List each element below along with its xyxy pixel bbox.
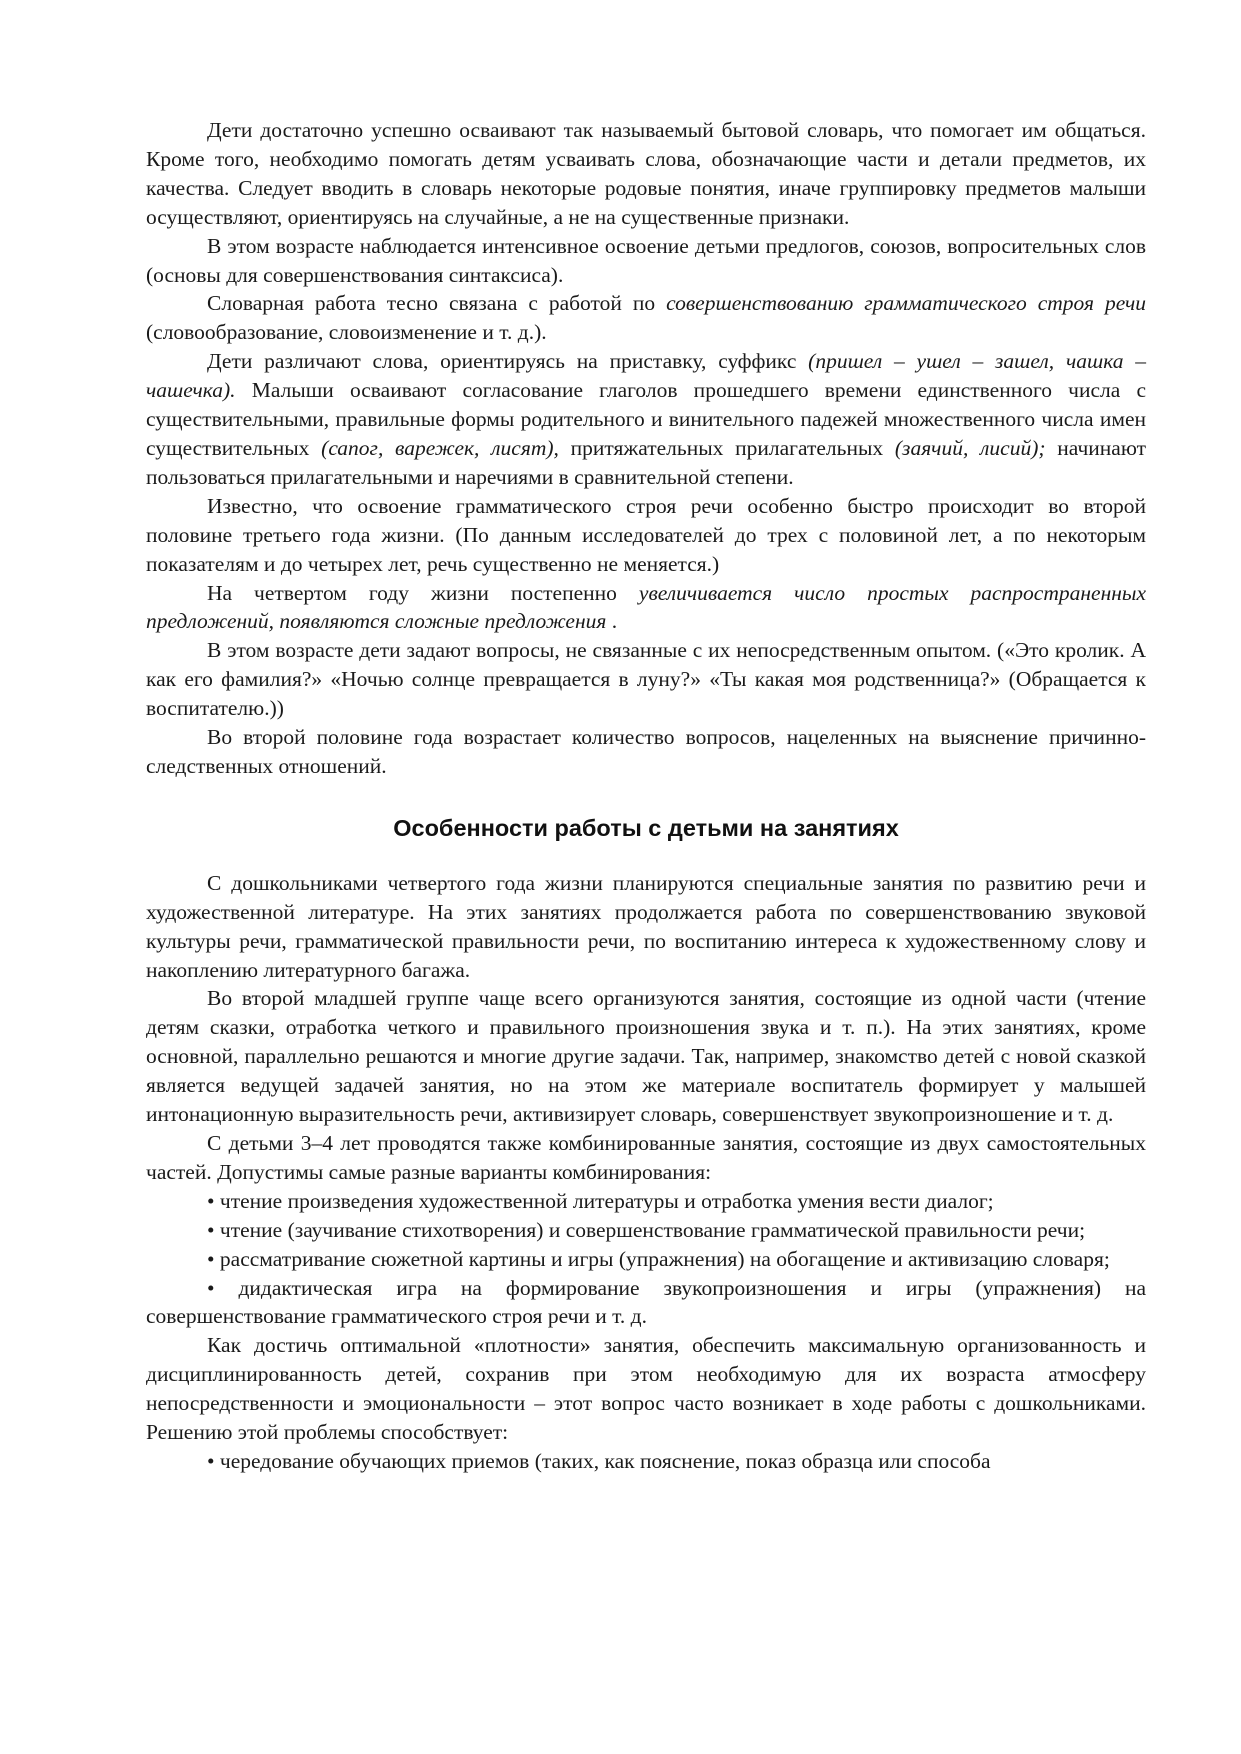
- paragraph-special-lessons: С дошкольниками четвертого года жизни планируются специальные занятия по развитию речи и художественной литературе. На этих занятиях продолжается работа по совершенствованию звуковой культуры речи, грамматической правильности речи, по воспитанию интереса к художественному слову и накоплению литературного багажа.: [146, 870, 1146, 982]
- paragraph-lesson-density: Как достичь оптимальной «плотности» занятия, обеспечить максимальную организованность и дисциплинированность детей, сохранив при этом необходимую для их возраста атмосферу непосредственности и эмоциональности – этот вопрос часто возникает в ходе работы с дошкольниками. Решению этой проблемы способствует:: [146, 1333, 1146, 1445]
- paragraph-prepositions: В этом возрасте наблюдается интенсивное освоение детьми предлогов, союзов, вопросительных слов (основы для совершенствования синтаксиса).: [146, 233, 1146, 287]
- paragraph-combined-lessons: С детьми 3–4 лет проводятся также комбинированные занятия, состоящие из двух самостоятельных частей. Допустимы самые разные варианты комбинирования:: [146, 1131, 1146, 1184]
- list-item: • чередование обучающих приемов (таких, как пояснение, показ образца или способа: [207, 1448, 991, 1473]
- paragraph-questions: В этом возрасте дети задают вопросы, не связанные с их непосредственным опытом. («Это кролик. А как его фамилия?» «Ночью солнце превращается в луну?» «Ты какая моя родственница?» (Обращается к воспитателю.)): [146, 638, 1146, 721]
- paragraph-junior-group: Во второй младшей группе чаще всего организуются занятия, состоящие из одной части (чтение детям сказки, отработка четкого и правильного произношения звука и т. п.). На этих занятиях, кроме основной, параллельно решаются и многие другие задачи. Так, например, знакомство детей с новой сказкой является ведущей задачей занятия, но на этом же материале воспитатель формирует у малышей интонационную выразительность речи, активизирует словарь, совершенствует звукопроизношение и т. д.: [146, 986, 1146, 1127]
- emphasis-sentences: увеличивается число простых распространенных предложений, появляются сложные предложения: [146, 580, 1147, 634]
- list-item: • дидактическая игра на формирование звукопроизношения и игры (упражнения) на совершенствование грамматического строя речи и т. д.: [146, 1275, 1146, 1329]
- list-item: • чтение произведения художественной литературы и отработка умения вести диалог;: [207, 1188, 994, 1213]
- paragraph-causal-questions: Во второй половине года возрастает количество вопросов, нацеленных на выяснение причинно-следственных отношений.: [146, 725, 1146, 778]
- paragraph-everyday-vocabulary: Дети достаточно успешно осваивают так называемый бытовой словарь, что помогает им общаться. Кроме того, необходимо помогать детям усваивать слова, обозначающие части и детали предметов, их качества. Следует вводить в словарь некоторые родовые понятия, иначе группировку предметов малыши осуществляют, ориентируясь на случайные, а не на существенные признаки.: [146, 118, 1146, 229]
- list-item: • рассматривание сюжетной картины и игры (упражнения) на обогащение и активизацию словаря;: [207, 1246, 1110, 1271]
- emphasis-example-plural: (сапог, варежек, лисят),: [321, 435, 559, 460]
- emphasis-example-prefix: (пришел – ушел – зашел, чашка – чашечка).: [146, 349, 1147, 403]
- emphasis-example-possessive: (заячий, лисий);: [894, 435, 1046, 460]
- paragraph-fourth-year: На четвертом году жизни постепенно увеличивается число простых распространенных предложений, появляются сложные предложения .: [146, 580, 1147, 634]
- paragraph-vocabulary-work: Словарная работа тесно связана с работой по совершенствованию грамматического строя речи (словообразование, словоизменение и т. д.).: [146, 291, 1146, 345]
- paragraph-grammar-development: Известно, что освоение грамматического строя речи особенно быстро происходит во второй половине третьего года жизни. (По данным исследователей до трех с половиной лет, а по некоторым показателям и до четырех лет, речь существенно не меняется.): [146, 493, 1146, 576]
- section-heading: Особенности работы с детьми на занятиях: [393, 814, 899, 841]
- list-item: • чтение (заучивание стихотворения) и совершенствование грамматической правильности речи;: [207, 1217, 1086, 1242]
- body-text: [146, 116, 1146, 1476]
- emphasis-grammar: совершенствованию грамматического строя речи: [666, 291, 1146, 316]
- paragraph-word-formation: Дети различают слова, ориентируясь на приставку, суффикс (пришел – ушел – зашел, чашка – чашечка). Малыши осваивают согласование глаголов прошедшего времени единственного числа с существительными, правильные формы родительного и винительного падежей множественного числа имен существительных (сапог, варежек, лисят), притяжательных прилагательных (заячий, лисий); начинают пользоваться прилагательными и наречиями в сравнительной степени.: [146, 349, 1147, 489]
